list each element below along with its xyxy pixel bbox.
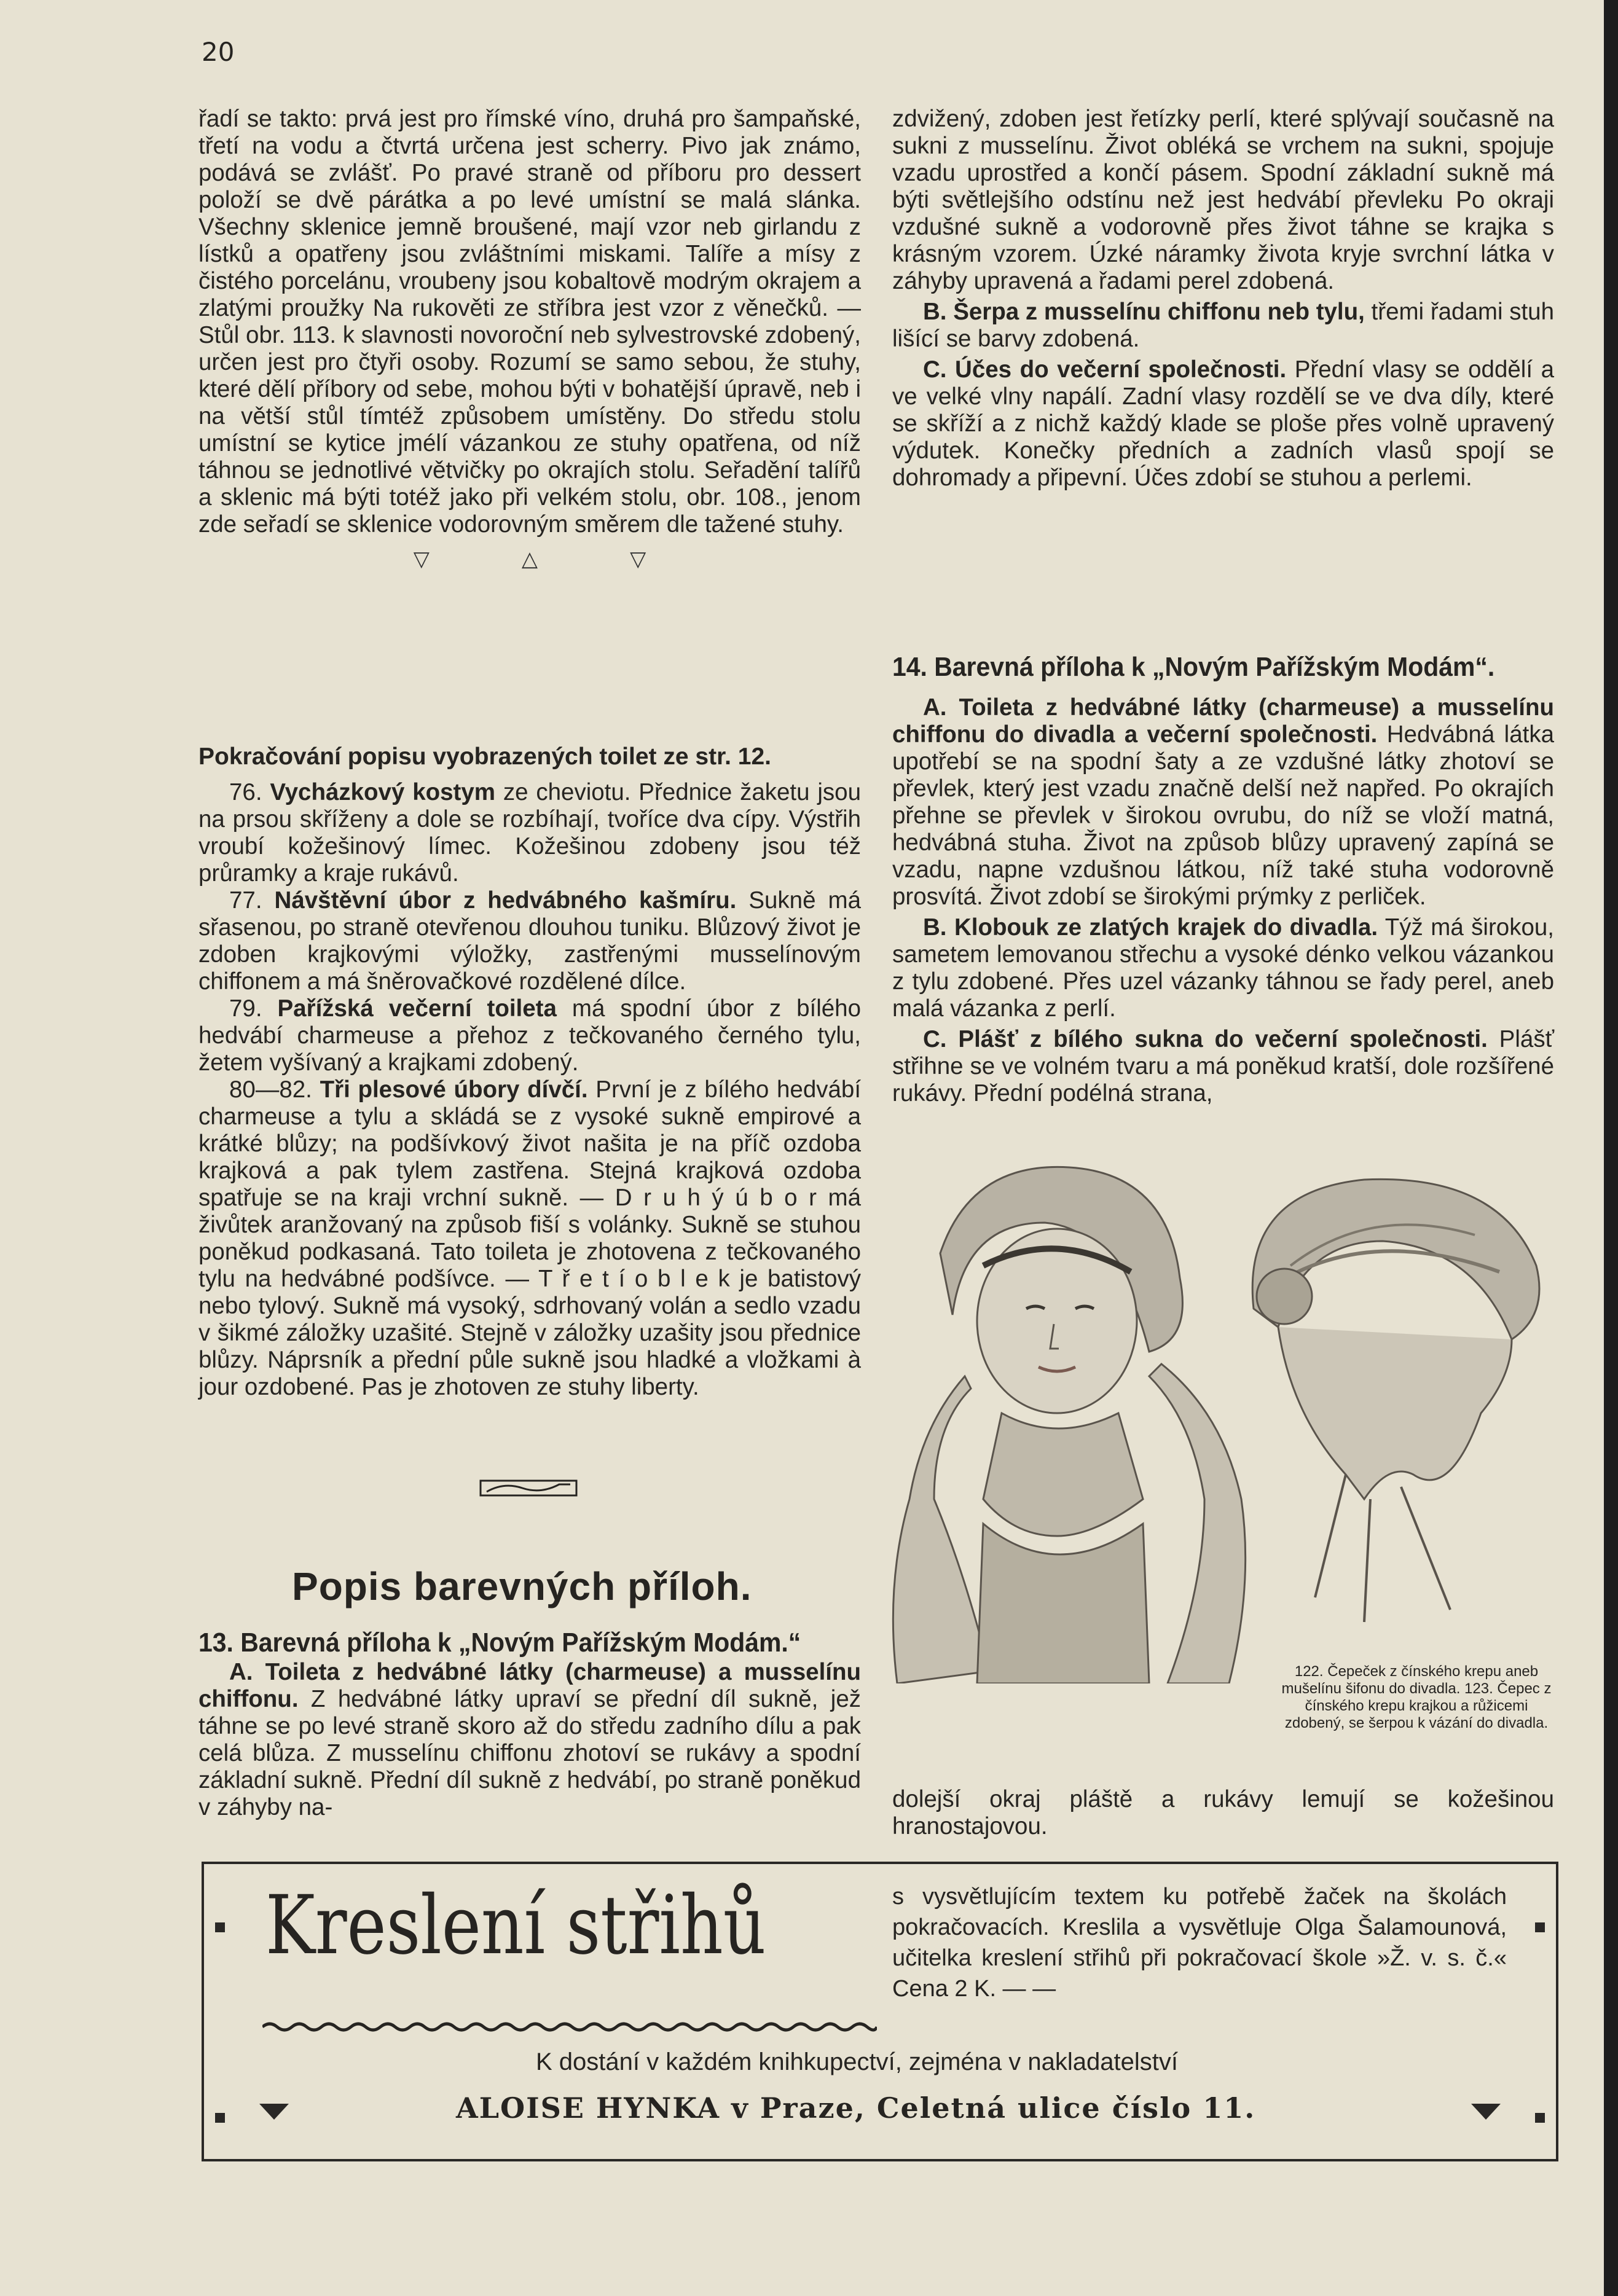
item-title: A. Toileta z hedvábné látky (charmeuse) a musselínu chiffonu.	[198, 1659, 861, 1712]
intro-paragraph: řadí se takto: prvá jest pro římské víno, druhá pro šampaňské, třetí na vodu a čtvrtá určena jest scherry. Pivo jak známo, podává se zvlášť. Po pravé straně od příboru pro dessert položí se dvě párátka a po levé umístní se malá slánka. Všechny sklenice jemně broušené, mají vzor neb girlandu z lístků a opatřeny jsou zvláštními miskami. Talíře a mísy z čistého porcelánu, vroubeny jsou kobaltově modrým okrajem a zlatými proužky Na rukověti ze stříbra jest vzor z věnečků. — Stůl obr. 113. k slavnosti novoroční neb sylvestrovské zdobený, určen jest pro čtyři osoby. Rozumí se samo sebou, že stuhy, které dělí příbory od sebe, mohou býti v bohatější úpravě, neb i na větší stůl tímtéž způsobem umístěny. Do středu stolu umístní se kytice jmélí vázankou ze stuhy opatřena, od níž táhnou se jednotlivé větvičky po okrajích stolu. Seřadění talířů a sklenic má býti totéž jako při velkém stolu, obr. 108., jenom zde seřadí se sklenice vodorovným směrem dle tažené stuhy.	[198, 106, 861, 538]
item-text: Přední vlasy se oddělí a ve velké vlny napálí. Zadní vlasy rozdělí se ve dva díly, které se skříží a z nichž každý klade se ploše přes volně upravený výdutek. Konečky předních a zadních vlasů spojí se dohromady a připevní. Účes zdobí se stuhou a perlemi.	[892, 356, 1554, 491]
plate-13-item-a	[198, 1659, 861, 1821]
ad-publisher-line: ALOISE HYNKA v Praze, Celetná ulice číslo 11.	[456, 2091, 1256, 2125]
left-column-intro	[198, 106, 861, 573]
item-title: C. Účes do večerní společnosti.	[923, 356, 1287, 383]
item-number: 79.	[229, 995, 262, 1022]
main-heading: Popis barevných příloh.	[292, 1564, 752, 1608]
corner-square-icon	[215, 2113, 225, 2123]
item-title: Pařížská večerní toileta	[277, 995, 557, 1022]
item-title: B. Šerpa z musselínu chiffonu neb tylu,	[923, 299, 1365, 325]
figure-caption: 122. Čepeček z čínského krepu aneb mušelínu šifonu do divadla. 123. Čepec z čínského krepu krajkou a růžicemi zdobený, se šerpou k vázání do divadla.	[1281, 1663, 1552, 1731]
plate-14-item-b	[892, 914, 1554, 1022]
advertisement-box	[202, 1862, 1558, 2161]
plate-14-item-a	[892, 694, 1554, 911]
item-title: Vycházkový kostym	[270, 779, 496, 805]
corner-square-icon	[215, 1922, 225, 1932]
page-number: 20	[202, 37, 235, 67]
bonnet-illustration	[860, 1155, 1573, 1683]
continuation-heading: Pokračování popisu vyobrazených toilet ze str. 12.	[198, 743, 771, 770]
item-title: B. Klobouk ze zlatých krajek do divadla.	[923, 914, 1378, 941]
item-text: Týž má širokou, sametem lemovanou střechu a vysoké dénko velkou vázankou z tylu zdobené. Přes uzel vázanky táhnou se řady perel, aneb malá vázanka z perlí.	[892, 914, 1554, 1022]
ornament-divider	[479, 1479, 578, 1497]
ad-title: Kreslení střihů	[265, 1878, 766, 1973]
item-title: Návštěvní úbor z hedvábného kašmíru.	[274, 887, 737, 914]
plate-13-section	[198, 1627, 861, 1821]
plate-13-item-c	[892, 356, 1554, 492]
plate-14-item-c	[892, 1026, 1554, 1107]
ad-wavy-underline	[262, 2021, 877, 2033]
woman-with-bonnet-figure	[893, 1167, 1245, 1683]
item-80-82	[198, 1076, 861, 1401]
corner-square-icon	[1535, 2113, 1545, 2123]
item-number: 80—82.	[229, 1076, 312, 1103]
triangle-down-icon: ▽	[413, 547, 522, 571]
plate-14-heading: 14. Barevná příloha k „Novým Pařížským Modám“.	[892, 652, 1495, 682]
corner-square-icon	[1535, 1922, 1545, 1932]
item-number: 76.	[229, 779, 262, 805]
item-76	[198, 779, 861, 887]
left-column-continuation	[198, 743, 861, 1401]
item-text: ze cheviotu. Přednice žaketu jsou na prsou skříženy a dole se rozbíhají, tvoříce dva cípy. Výstřih vroubí kožešinový límec. Kožešinou zdobeny jsou též průramky a kraje rukávů.	[198, 779, 861, 887]
plate-14-section	[892, 651, 1554, 1107]
plate-13-continued: zdvižený, zdoben jest řetízky perlí, které splývají současně na sukni z musselínu. Život obléká se vrchem na sukni, spojuje vzadu uprostřed a končí pásem. Spodní základní sukně má býti světlejšího odstínu než jest hedvábí převleku Po okraji vzdušné sukně a vodorovně přes život táhne se krajka s krásným vzorem. Úzké náramky života kryje svrchní látka v záhyby upravená a řadami perel zdobená.	[892, 106, 1554, 294]
item-text: První je z bílého hedvábí charmeuse a tylu a skládá se z vysoké sukně empirové a krátké blůzy; na podšívkový život našita je na příč ozdoba krajková a pak tylem zastřena. Stejná krajková ozdoba spatřuje se na kraji vrchní sukně. — D r u h ý ú b o r má živůtek aranžovaný na způsob fiší s volánky. Sukně se stuhou poněkud podkasaná. Tato toileta je zhotovena z tečkovaného tylu na hedvábné podšívce. — T ř e t í o b l e k je batistový nebo tylový. Sukně má vysoký, sdrhovaný volán a sedlo vzadu v šikmé záložky uzašité. Stejně v záložky uzašity jsou přednice blůzy. Náprsník a přední půle sukně jsou hladké a vložkami à jour ozdobené. Pas je zhotoven ze stuhy liberty.	[198, 1076, 862, 1400]
item-text: Sukně má sřasenou, po straně otevřenou dlouhou tuniku. Blůzový život je zdoben krajkovými výložky, zastřenými musselínovým chiffonem a má šněrovačkové rozdělené dílce.	[198, 887, 861, 995]
item-text: má spodní úbor z bílého hedvábí charmeuse a přehoz z tečkovaného černého tylu, žetem vyšívaný a krajkami zdobený.	[198, 995, 861, 1076]
ad-availability-line: K dostání v každém knihkupectví, zejména v nakladatelství	[536, 2048, 1178, 2075]
item-79	[198, 995, 861, 1076]
plate-14-item-c-end: dolejší okraj pláště a rukávy lemují se kožešinou hranostajovou.	[892, 1786, 1554, 1840]
arrow-down-icon	[259, 2104, 289, 2120]
plate-13-item-b	[892, 299, 1554, 353]
item-text: Hedvábná látka upotřebí se na spodní šaty a ze vzdušné látky zhotoví se převlek, který jest vzadu značně delší než napřed. Po okrajích přehne se převlek v širokou ovrubu, do níž se vloží matná, hedvábná stuha. Život na způsob blůzy upravený zapíná se vzadu, napne vzdušnou látkou, níž také stuha vodorovně prosvítá. Život zdobí se širokými prýmky z perliček.	[892, 721, 1554, 910]
plate-13-heading: 13. Barevná příloha k „Novým Pařížským Modám.“	[198, 1628, 801, 1658]
bonnet-figure-123	[1252, 1179, 1539, 1622]
triangle-up-icon: △	[521, 547, 630, 571]
right-column-top	[892, 106, 1554, 492]
item-text: třemi řadami stuh lišící se barvy zdobená.	[892, 299, 1554, 352]
arrow-down-icon	[1471, 2104, 1501, 2120]
item-number: 77.	[229, 887, 262, 914]
item-title: A. Toileta z hedvábné látky (charmeuse) a musselínu chiffonu do divadla a večerní společnosti.	[892, 694, 1554, 748]
section-divider-triangles	[198, 546, 861, 573]
item-77	[198, 887, 861, 995]
triangle-down-icon: ▽	[630, 547, 739, 571]
item-title: C. Plášť z bílého sukna do večerní společnosti.	[923, 1026, 1488, 1052]
item-text: Plášť střihne se ve volném tvaru a má poněkud kratší, dole rozšířené rukávy. Přední podélná strana,	[892, 1026, 1555, 1107]
item-text: Z hedvábné látky upraví se přední díl sukně, jež táhne se po levé straně skoro až do středu zadního dílu a pak celá blůza. Z musselínu chiffonu zhotoví se rukávy a spodní základní sukně. Přední díl sukně z hedvábí, po straně poněkud v záhyby na-	[198, 1686, 861, 1820]
ad-description: s vysvětlujícím textem ku potřebě žaček na školách pokračovacích. Kreslila a vysvětluje Olga Šalamounová, učitelka kreslení střihů při pokračovací škole »Ž. v. s. č.« Cena 2 K. — —	[892, 1884, 1507, 2002]
item-title: Tři plesové úbory dívčí.	[320, 1076, 588, 1103]
